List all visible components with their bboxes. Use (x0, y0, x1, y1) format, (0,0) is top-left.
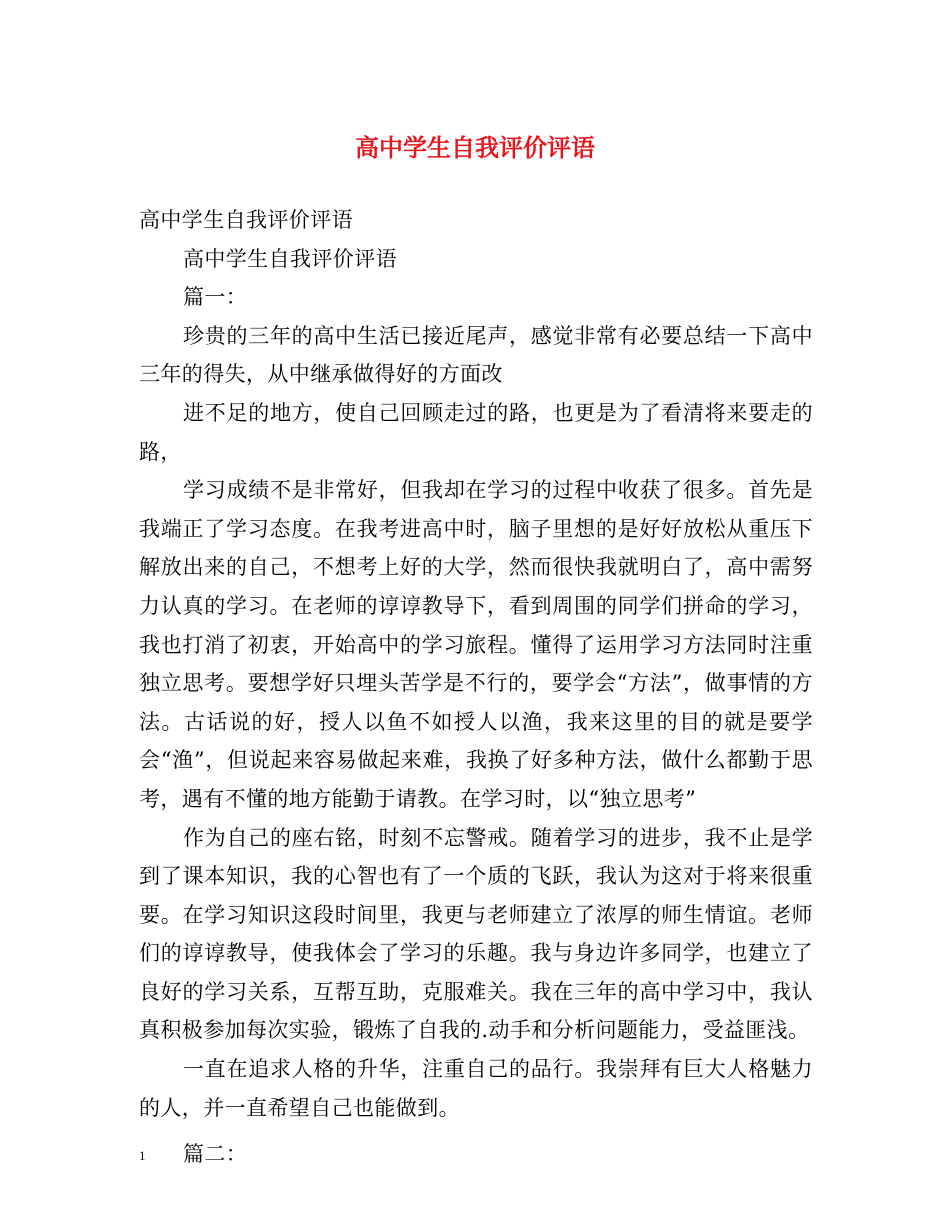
paragraph-subheading: 高中学生自我评价评语 (183, 246, 397, 271)
paragraph-heading: 高中学生自我评价评语 (139, 208, 353, 232)
document-title: 高中学生自我评价评语 (355, 133, 595, 162)
paragraph: 珍贵的三年的高中生活已接近尾声，感觉非常有必要总结一下高中三年的得失，从中继承做得好的方面改 (139, 323, 813, 387)
paragraph: 一直在追求人格的升华，注重自己的品行。我崇拜有巨大人格魅力的人，并一直希望自己也能做到。 (139, 1057, 813, 1120)
paragraph: 进不足的地方，使自己回顾走过的路，也更是为了看清将来要走的路， (139, 400, 813, 464)
section-label-part-one: 篇一： (183, 285, 248, 310)
paragraph: 作为自己的座右铭，时刻不忘警戒。随着学习的进步，我不止是学到了课本知识，我的心智也有了一个质的飞跃，我认为这对于将来很重要。在学习知识这段时间里，我更与老师建立了浓厚的师生情谊。老师们的谆谆教导，使我体会了学习的乐趣。我与身边许多同学，也建立了良好的学习关系，互帮互助，克服难关。我在三年的高中学习中，我认真积极参加每次实验，锻炼了自我的.动手和分析问题能力，受益匪浅。 (139, 825, 813, 1043)
page-number: 1 (139, 1148, 146, 1163)
section-label-part-two: 篇二： (183, 1142, 248, 1167)
paragraph: 学习成绩不是非常好，但我却在学习的过程中收获了很多。首先是我端正了学习态度。在我考进高中时，脑子里想的是好好放松从重压下解放出来的自己，不想考上好的大学，然而很快我就明白了，高中需努力认真的学习。在老师的谆谆教导下，看到周围的同学们拼命的学习，我也打消了初衷，开始高中的学习旅程。懂得了运用学习方法同时注重独立思考。要想学好只埋头苦学是不行的，要学会“方法”，做事情的方法。古话说的好，授人以鱼不如授人以渔，我来这里的目的就是要学会“渔”，但说起来容易做起来难，我换了好多种方法，做什么都勤于思考，遇有不懂的地方能勤于请教。在学习时，以“独立思考” (139, 478, 813, 811)
document-body (139, 201, 813, 1174)
